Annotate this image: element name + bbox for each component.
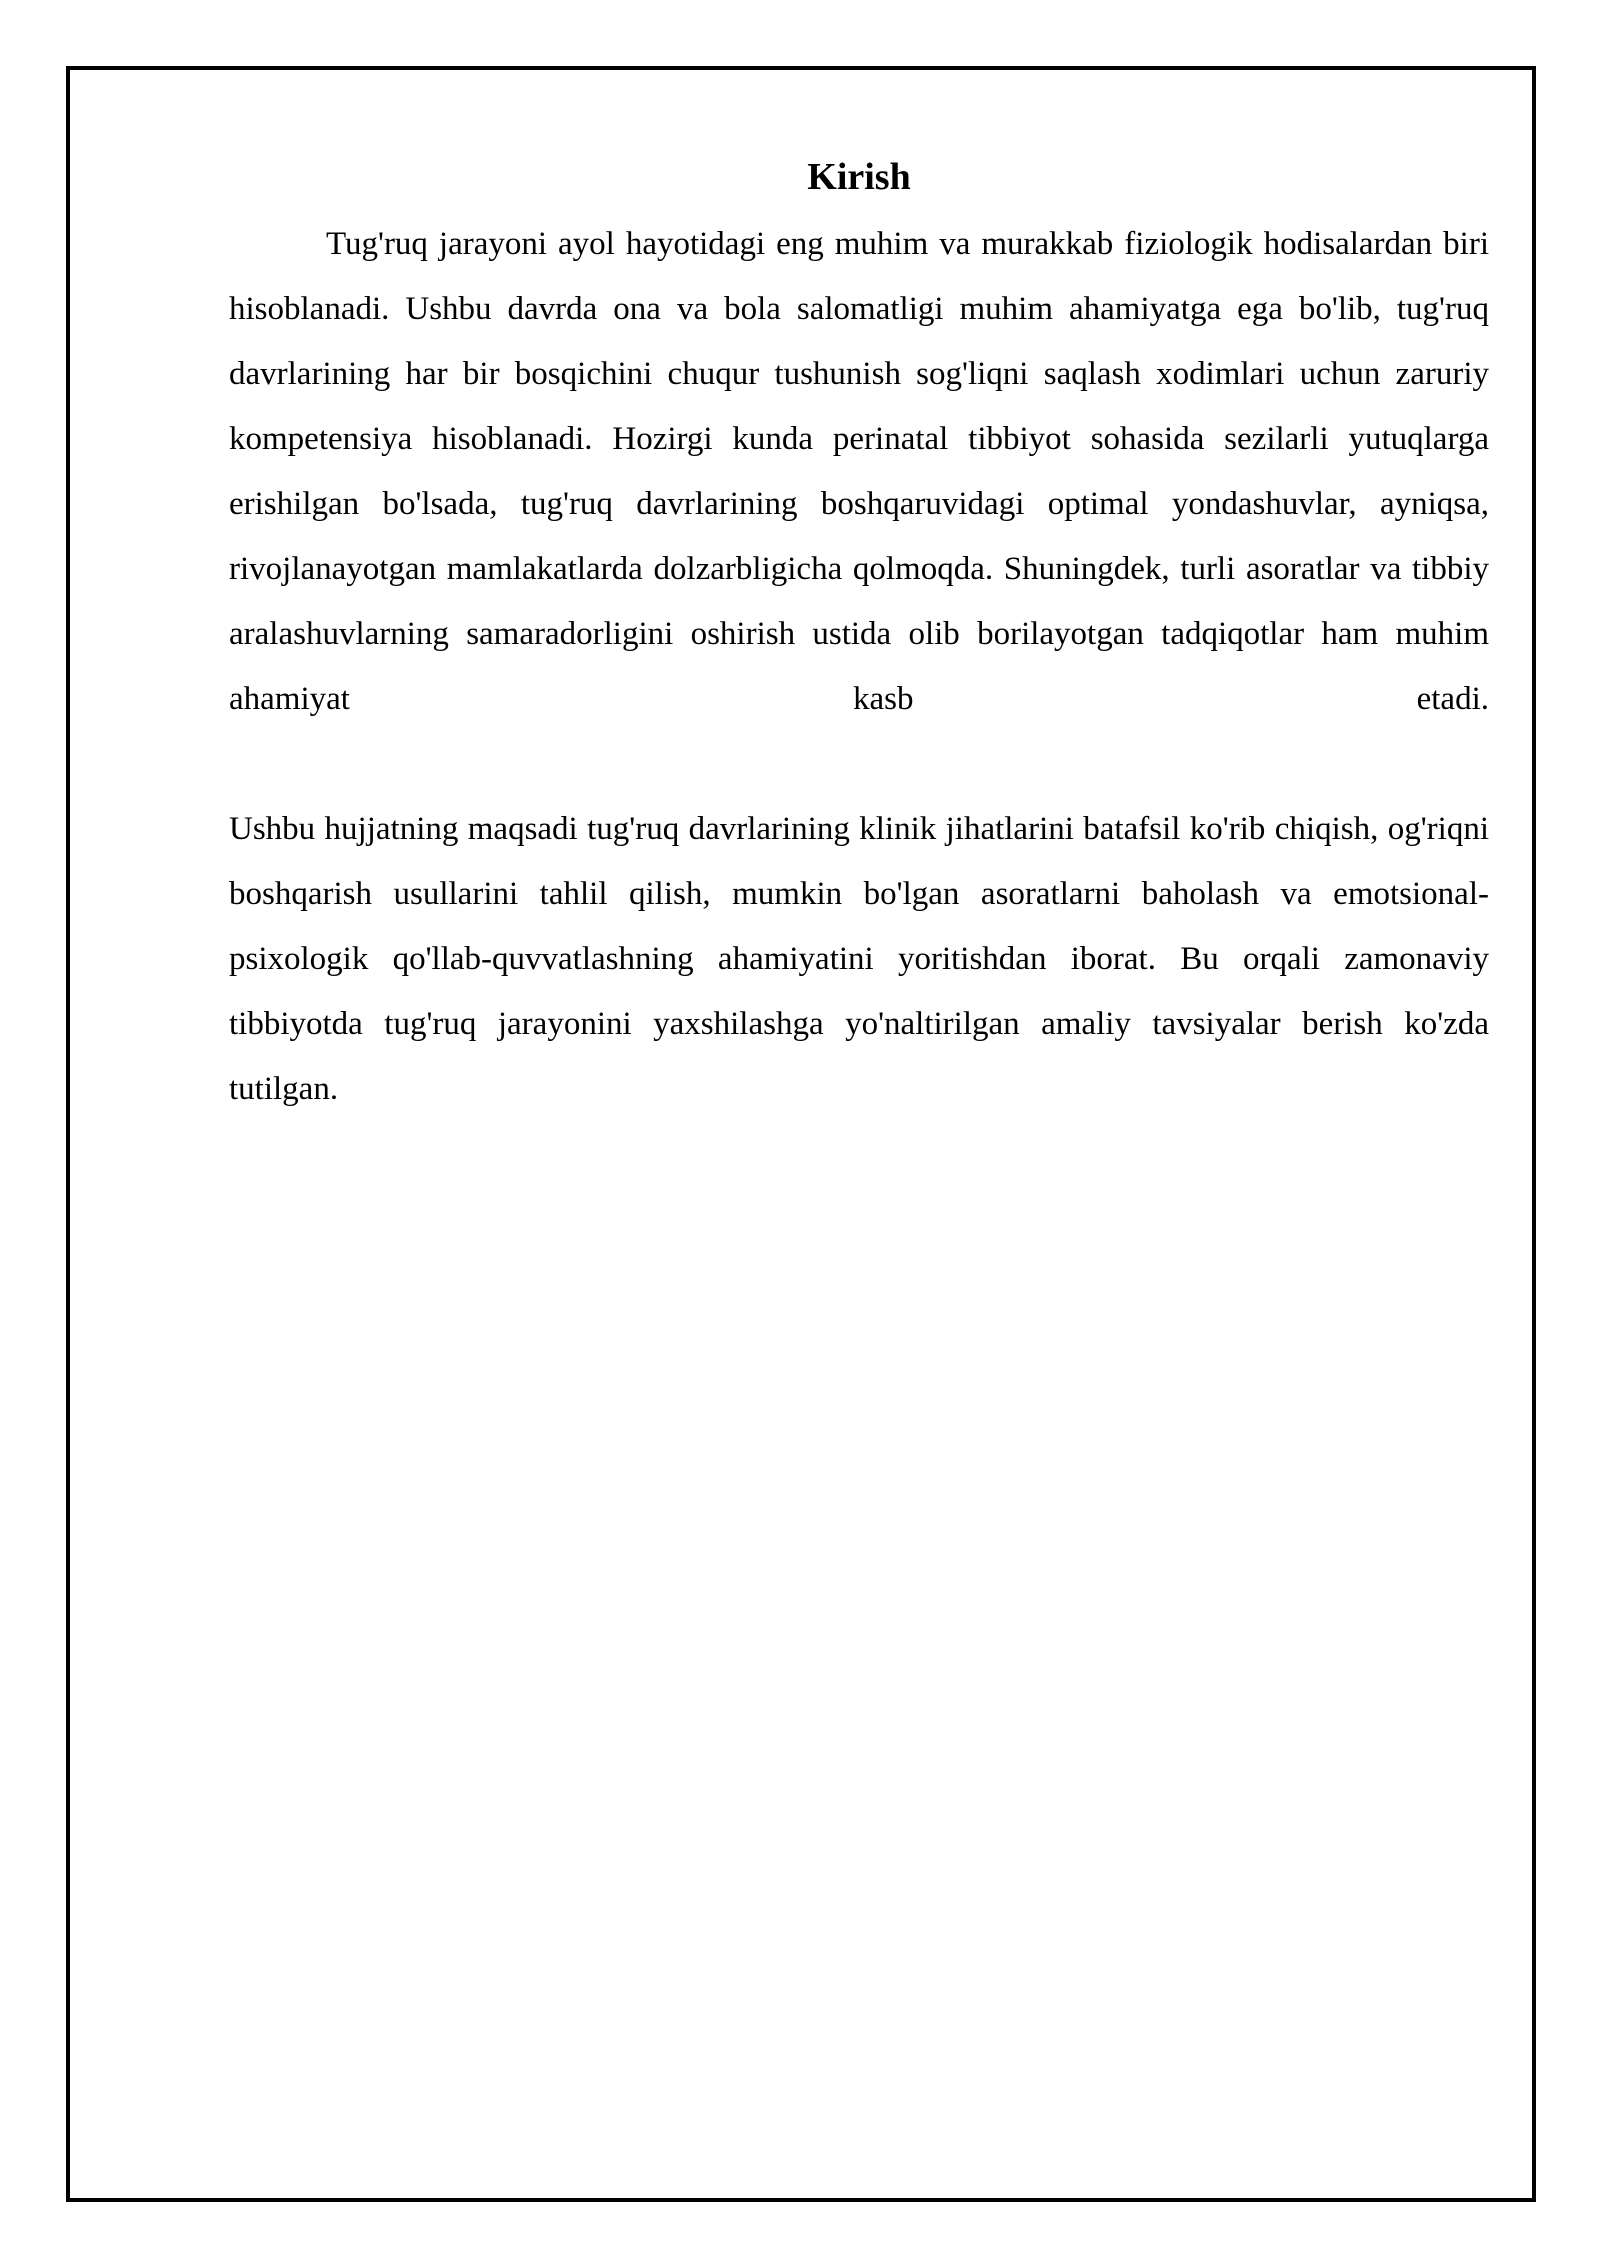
paragraph-purpose: Ushbu hujjatning maqsadi tug'ruq davrlarining klinik jihatlarini batafsil ko'rib chiqish, og'riqni boshqarish usullarini tahlil qilish, mumkin bo'lgan asoratlarni baholash va emotsional-psixologik qo'llab-quvvatlashning ahamiyatini yoritishdan iborat. Bu orqali zamonaviy tibbiyotda tug'ruq jarayonini yaxshilashga yo'naltirilgan amaliy tavsiyalar berish ko'zda tutilgan. — [229, 811, 1489, 1107]
document-body — [229, 150, 1489, 1122]
paragraph-spacer — [229, 732, 1489, 797]
paragraph-introduction: Tug'ruq jarayoni ayol hayotidagi eng muhim va murakkab fiziologik hodisalardan biri hisoblanadi. Ushbu davrda ona va bola salomatligi muhim ahamiyatga ega bo'lib, tug'ruq davrlarining har bir bosqichini chuqur tushunish sog'liqni saqlash xodimlari uchun zaruriy kompetensiya hisoblanadi. Hozirgi kunda perinatal tibbiyot sohasida sezilarli yutuqlarga erishilgan bo'lsada, tug'ruq davrlarining boshqaruvidagi optimal yondashuvlar, ayniqsa, rivojlanayotgan mamlakatlarda dolzarbligicha qolmoqda. Shuningdek, turli asoratlar va tibbiy aralashuvlarning samaradorligini oshirish ustida olib borilayotgan tadqiqotlar ham muhim ahamiyat kasb etadi. — [229, 226, 1489, 717]
document-title: Kirish — [807, 156, 911, 198]
